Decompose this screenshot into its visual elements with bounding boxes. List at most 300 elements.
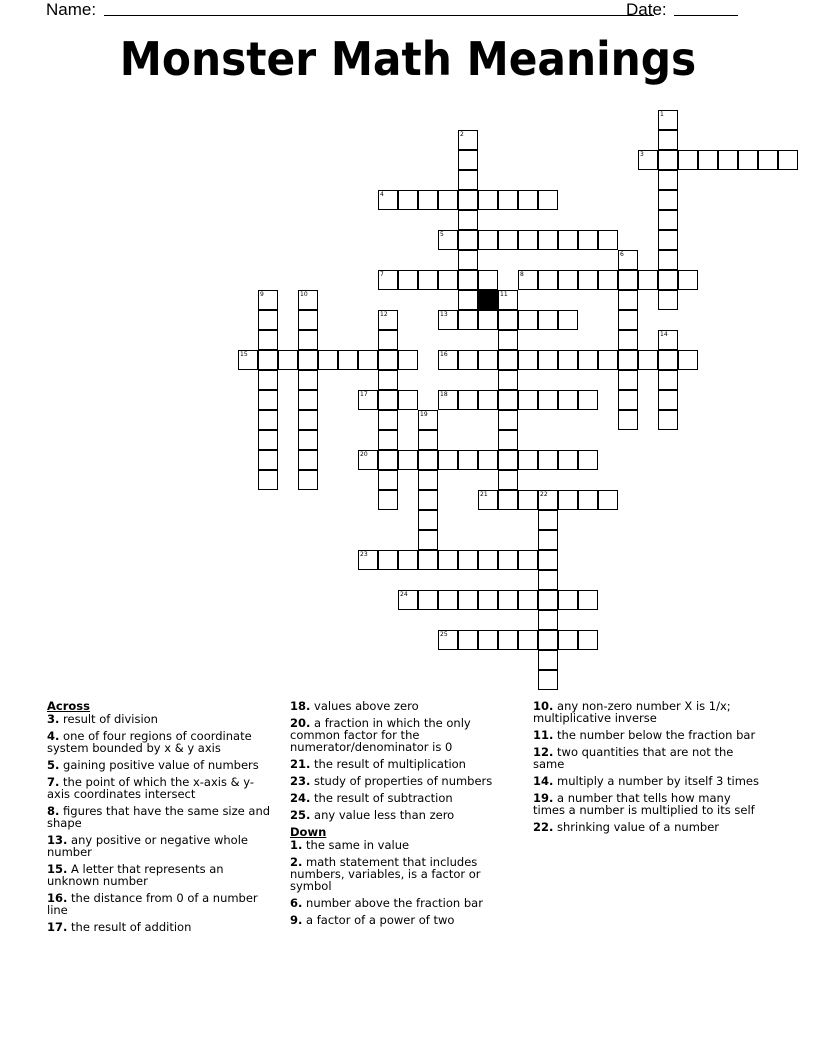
crossword-cell[interactable] <box>598 490 618 510</box>
clue-item-text: a number that tells how many times a number is multiplied to its self <box>533 791 755 817</box>
crossword-cell[interactable] <box>378 270 398 290</box>
crossword-cell[interactable] <box>478 390 498 410</box>
crossword-cell[interactable] <box>458 590 478 610</box>
crossword-cell[interactable] <box>498 230 518 250</box>
clue-item-number: 1. <box>290 838 303 852</box>
clue-item-number: 11. <box>533 728 554 742</box>
crossword-cell[interactable] <box>378 330 398 350</box>
clue-item <box>290 792 510 804</box>
crossword-cell[interactable] <box>438 590 458 610</box>
clue-item-text: study of properties of numbers <box>310 774 493 788</box>
crossword-cell[interactable] <box>658 230 678 250</box>
clue-item-text: any positive or negative whole number <box>47 833 248 859</box>
crossword-cell[interactable] <box>618 310 638 330</box>
clue-item <box>290 700 510 712</box>
crossword-cell[interactable] <box>518 450 538 470</box>
crossword-cell[interactable] <box>518 490 538 510</box>
crossword-cell[interactable] <box>638 350 658 370</box>
clue-item <box>533 746 765 770</box>
crossword-cell[interactable] <box>478 550 498 570</box>
crossword-cell[interactable] <box>538 570 558 590</box>
clue-item-text: figures that have the same size and shape <box>47 804 271 830</box>
crossword-cell[interactable] <box>478 450 498 470</box>
clue-item <box>47 730 272 754</box>
clue-item <box>47 834 272 858</box>
crossword-cell[interactable] <box>258 410 278 430</box>
clue-number: 1 <box>660 111 664 118</box>
crossword-cell[interactable] <box>558 350 578 370</box>
crossword-cell[interactable] <box>378 430 398 450</box>
crossword-cell[interactable] <box>258 430 278 450</box>
crossword-cell[interactable] <box>498 310 518 330</box>
clue-item-number: 24. <box>290 791 311 805</box>
clue-item-number: 15. <box>47 862 68 876</box>
crossword-cell[interactable] <box>258 470 278 490</box>
crossword-cell[interactable] <box>418 470 438 490</box>
clue-number: 18 <box>440 391 448 398</box>
crossword-cell[interactable] <box>398 190 418 210</box>
clues-column-2 <box>290 700 510 931</box>
crossword-cell[interactable] <box>498 370 518 390</box>
crossword-cell[interactable] <box>398 550 418 570</box>
crossword-cell[interactable] <box>418 410 438 430</box>
clue-item-number: 3. <box>47 712 60 726</box>
clue-item-number: 13. <box>47 833 68 847</box>
crossword-cell[interactable] <box>478 630 498 650</box>
crossword-cell[interactable] <box>558 630 578 650</box>
clue-number: 24 <box>400 591 408 598</box>
crossword-cell[interactable] <box>378 450 398 470</box>
crossword-cell[interactable] <box>578 390 598 410</box>
crossword-cell[interactable] <box>318 350 338 370</box>
crossword-cell[interactable] <box>298 290 318 310</box>
clue-item-number: 25. <box>290 808 311 822</box>
clue-number: 6 <box>620 251 624 258</box>
crossword-cell[interactable] <box>258 390 278 410</box>
clue-number: 10 <box>300 291 308 298</box>
clue-item-number: 6. <box>290 896 303 910</box>
crossword-cell[interactable] <box>718 150 738 170</box>
crossword-cell[interactable] <box>478 590 498 610</box>
clue-item-text: math statement that includes numbers, variables, is a factor or symbol <box>290 855 481 893</box>
crossword-cell[interactable] <box>558 270 578 290</box>
crossword-cell[interactable] <box>298 430 318 450</box>
crossword-cell[interactable] <box>658 370 678 390</box>
crossword-cell[interactable] <box>558 590 578 610</box>
crossword-cell[interactable] <box>518 590 538 610</box>
clue-item-number: 17. <box>47 920 68 934</box>
clue-number: 22 <box>540 491 548 498</box>
clue-item-number: 19. <box>533 791 554 805</box>
crossword-cell[interactable] <box>458 210 478 230</box>
crossword-cell[interactable] <box>538 490 558 510</box>
crossword-cell[interactable] <box>618 350 638 370</box>
crossword-cell[interactable] <box>658 270 678 290</box>
name-label: Name: <box>46 0 97 19</box>
clue-item <box>47 892 272 916</box>
clue-number: 13 <box>440 311 448 318</box>
crossword-cell[interactable] <box>418 450 438 470</box>
crossword-cell[interactable] <box>518 190 538 210</box>
crossword-cell[interactable] <box>418 590 438 610</box>
crossword-cell[interactable] <box>458 310 478 330</box>
crossword-cell[interactable] <box>658 190 678 210</box>
crossword-cell[interactable] <box>658 150 678 170</box>
crossword-cell[interactable] <box>438 190 458 210</box>
crossword-cell[interactable] <box>578 630 598 650</box>
crossword-cell[interactable] <box>378 490 398 510</box>
crossword-cell[interactable] <box>578 270 598 290</box>
crossword-cell[interactable] <box>598 230 618 250</box>
crossword-cell[interactable] <box>518 310 538 330</box>
down-clue-list-continued <box>533 700 765 833</box>
crossword-cell[interactable] <box>418 530 438 550</box>
crossword-cell[interactable] <box>258 370 278 390</box>
clue-item <box>533 729 765 741</box>
crossword-cell[interactable] <box>538 450 558 470</box>
crossword-cell[interactable] <box>518 390 538 410</box>
clue-item-number: 10. <box>533 699 554 713</box>
clue-item <box>290 856 510 892</box>
crossword-cell[interactable] <box>678 270 698 290</box>
crossword-cell[interactable] <box>358 450 378 470</box>
clue-item-number: 21. <box>290 757 311 771</box>
clue-item <box>290 897 510 909</box>
clue-number: 14 <box>660 331 668 338</box>
clue-number: 9 <box>260 291 264 298</box>
clue-item-text: shrinking value of a number <box>553 820 720 834</box>
crossword-cell[interactable] <box>478 310 498 330</box>
clue-item <box>47 921 272 933</box>
clue-item-number: 14. <box>533 774 554 788</box>
crossword-cell[interactable] <box>398 450 418 470</box>
crossword-cell[interactable] <box>238 350 258 370</box>
clue-item <box>533 821 765 833</box>
crossword-cell[interactable] <box>538 230 558 250</box>
clue-item-number: 23. <box>290 774 311 788</box>
crossword-cell[interactable] <box>538 650 558 670</box>
crossword-cell[interactable] <box>478 350 498 370</box>
crossword-cell[interactable] <box>398 590 418 610</box>
crossword-cell[interactable] <box>418 430 438 450</box>
crossword-cell[interactable] <box>378 190 398 210</box>
crossword-cell[interactable] <box>598 350 618 370</box>
crossword-cell[interactable] <box>458 170 478 190</box>
clue-item-text: gaining positive value of numbers <box>59 758 259 772</box>
down-heading: Down <box>290 825 327 839</box>
across-clue-list-continued <box>290 700 510 821</box>
clue-item <box>533 775 765 787</box>
clue-item-number: 18. <box>290 699 311 713</box>
crossword-cell[interactable] <box>378 410 398 430</box>
clue-item-text: a fraction in which the only common factor for the numerator/denominator is 0 <box>290 716 471 754</box>
crossword-cell[interactable] <box>498 630 518 650</box>
crossword-cell[interactable] <box>438 350 458 370</box>
crossword-cell[interactable] <box>558 390 578 410</box>
crossword-cell[interactable] <box>578 490 598 510</box>
crossword-cell[interactable] <box>418 510 438 530</box>
clue-item-text: the point of which the x-axis & y-axis coordinates intersect <box>47 775 254 801</box>
crossword-cell[interactable] <box>398 350 418 370</box>
crossword-cell[interactable] <box>458 150 478 170</box>
crossword-cell[interactable] <box>538 190 558 210</box>
crossword-cell[interactable] <box>678 150 698 170</box>
clue-item <box>47 863 272 887</box>
crossword-cell[interactable] <box>578 350 598 370</box>
crossword-cell[interactable] <box>658 330 678 350</box>
crossword-cell[interactable] <box>458 190 478 210</box>
date-label: Date: <box>626 0 667 19</box>
clue-item-number: 2. <box>290 855 303 869</box>
crossword-cell[interactable] <box>498 290 518 310</box>
clue-number: 20 <box>360 451 368 458</box>
crossword-cell[interactable] <box>738 150 758 170</box>
page-title: Monster Math Meanings <box>119 32 697 86</box>
crossword-cell[interactable] <box>378 470 398 490</box>
clue-item-text: two quantities that are not the same <box>533 745 734 771</box>
crossword-cell[interactable] <box>538 550 558 570</box>
crossword-cell[interactable] <box>498 450 518 470</box>
crossword-cell[interactable] <box>458 270 478 290</box>
clue-number: 4 <box>380 191 384 198</box>
crossword-cell[interactable] <box>518 350 538 370</box>
crossword-cell[interactable] <box>418 190 438 210</box>
crossword-cell[interactable] <box>298 350 318 370</box>
crossword-cell[interactable] <box>378 370 398 390</box>
crossword-cell[interactable] <box>358 350 378 370</box>
crossword-cell[interactable] <box>298 470 318 490</box>
crossword-cell[interactable] <box>658 110 678 130</box>
crossword-cell[interactable] <box>378 310 398 330</box>
crossword-cell[interactable] <box>398 390 418 410</box>
crossword-cell[interactable] <box>618 270 638 290</box>
crossword-cell[interactable] <box>418 550 438 570</box>
crossword-cell[interactable] <box>378 390 398 410</box>
crossword-cell[interactable] <box>278 350 298 370</box>
crossword-cell[interactable] <box>658 250 678 270</box>
clue-item-text: any non-zero number X is 1/x; multiplicative inverse <box>533 699 731 725</box>
crossword-cell[interactable] <box>438 310 458 330</box>
crossword-cell[interactable] <box>578 450 598 470</box>
crossword-cell[interactable] <box>538 510 558 530</box>
crossword-cell[interactable] <box>538 670 558 690</box>
crossword-cell[interactable] <box>538 630 558 650</box>
clue-item-number: 22. <box>533 820 554 834</box>
clue-number: 5 <box>440 231 444 238</box>
crossword-cell[interactable] <box>378 550 398 570</box>
crossword-cell[interactable] <box>538 350 558 370</box>
crossword-cell[interactable] <box>618 330 638 350</box>
crossword-cell[interactable] <box>558 450 578 470</box>
crossword-cell[interactable] <box>458 130 478 150</box>
clue-number: 17 <box>360 391 368 398</box>
crossword-cell[interactable] <box>418 270 438 290</box>
crossword-cell[interactable] <box>638 270 658 290</box>
clue-item-text: any value less than zero <box>310 808 455 822</box>
clue-item-number: 7. <box>47 775 60 789</box>
clue-number: 8 <box>520 271 524 278</box>
crossword-cell[interactable] <box>438 550 458 570</box>
clue-item <box>47 776 272 800</box>
crossword-cell[interactable] <box>658 170 678 190</box>
crossword-cell[interactable] <box>558 230 578 250</box>
crossword-cell[interactable] <box>658 410 678 430</box>
clue-item <box>290 758 510 770</box>
clue-number: 12 <box>380 311 388 318</box>
crossword-cell[interactable] <box>658 390 678 410</box>
clue-item-number: 4. <box>47 729 60 743</box>
clue-item-text: number above the fraction bar <box>302 896 483 910</box>
crossword-cell[interactable] <box>438 230 458 250</box>
crossword-cell[interactable] <box>498 430 518 450</box>
across-clue-list <box>47 713 272 933</box>
crossword-cell[interactable] <box>258 310 278 330</box>
crossword-cell[interactable] <box>518 630 538 650</box>
crossword-cell[interactable] <box>458 230 478 250</box>
crossword-cell[interactable] <box>678 350 698 370</box>
crossword-cell[interactable] <box>498 410 518 430</box>
crossword-cell[interactable] <box>538 390 558 410</box>
crossword-cell[interactable] <box>458 250 478 270</box>
crossword-cell[interactable] <box>598 270 618 290</box>
clue-item-text: result of division <box>59 712 158 726</box>
clue-item-text: one of four regions of coordinate system bounded by x & y axis <box>47 729 252 755</box>
crossword-cell[interactable] <box>558 490 578 510</box>
clue-item-text: the same in value <box>302 838 410 852</box>
crossword-cell[interactable] <box>498 590 518 610</box>
crossword-cell[interactable] <box>298 390 318 410</box>
crossword-cell[interactable] <box>538 270 558 290</box>
clue-number: 25 <box>440 631 448 638</box>
crossword-cell[interactable] <box>498 470 518 490</box>
crossword-cell[interactable] <box>438 450 458 470</box>
crossword-cell[interactable] <box>578 590 598 610</box>
clue-item <box>290 839 510 851</box>
clue-item <box>290 717 510 753</box>
crossword-cell[interactable] <box>498 550 518 570</box>
crossword-black-cell <box>478 290 498 310</box>
crossword-cell[interactable] <box>538 310 558 330</box>
crossword-cell[interactable] <box>258 290 278 310</box>
clue-item <box>533 700 765 724</box>
clue-item-text: the result of multiplication <box>310 757 466 771</box>
clue-number: 15 <box>240 351 248 358</box>
crossword-cell[interactable] <box>538 590 558 610</box>
clue-number: 19 <box>420 411 428 418</box>
crossword-cell[interactable] <box>758 150 778 170</box>
crossword-cell[interactable] <box>618 390 638 410</box>
crossword-cell[interactable] <box>258 330 278 350</box>
crossword-cell[interactable] <box>618 410 638 430</box>
crossword-cell[interactable] <box>458 630 478 650</box>
clue-number: 2 <box>460 131 464 138</box>
clue-item-text: A letter that represents an unknown number <box>47 862 224 888</box>
crossword-cell[interactable] <box>538 610 558 630</box>
clue-item-text: the number below the fraction bar <box>553 728 756 742</box>
crossword-cell[interactable] <box>398 270 418 290</box>
crossword-cell[interactable] <box>618 250 638 270</box>
clue-item-number: 8. <box>47 804 60 818</box>
down-clue-list <box>290 839 510 926</box>
crossword-cell[interactable] <box>478 230 498 250</box>
crossword-cell[interactable] <box>498 390 518 410</box>
crossword-cell[interactable] <box>358 390 378 410</box>
crossword-cell[interactable] <box>618 290 638 310</box>
clue-number: 11 <box>500 291 508 298</box>
crossword-cell[interactable] <box>258 350 278 370</box>
clue-item-number: 12. <box>533 745 554 759</box>
crossword-cell[interactable] <box>458 350 478 370</box>
crossword-cell[interactable] <box>518 550 538 570</box>
crossword-cell[interactable] <box>458 550 478 570</box>
crossword-cell[interactable] <box>298 370 318 390</box>
crossword-cell[interactable] <box>498 490 518 510</box>
crossword-cell[interactable] <box>438 630 458 650</box>
crossword-cell[interactable] <box>258 450 278 470</box>
clue-item-number: 9. <box>290 913 303 927</box>
clue-item-number: 16. <box>47 891 68 905</box>
crossword-cell[interactable] <box>658 210 678 230</box>
across-heading: Across <box>47 699 90 713</box>
crossword-cell[interactable] <box>298 450 318 470</box>
clue-item-text: the result of subtraction <box>310 791 453 805</box>
clue-item <box>290 914 510 926</box>
clue-number: 21 <box>480 491 488 498</box>
crossword-cell[interactable] <box>478 490 498 510</box>
clue-item <box>533 792 765 816</box>
crossword-cell[interactable] <box>438 270 458 290</box>
crossword-cell[interactable] <box>498 350 518 370</box>
crossword-cell[interactable] <box>778 150 798 170</box>
crossword-cell[interactable] <box>358 550 378 570</box>
crossword-cell[interactable] <box>518 270 538 290</box>
crossword-cell[interactable] <box>658 350 678 370</box>
crossword-cell[interactable] <box>518 230 538 250</box>
crossword-cell[interactable] <box>498 330 518 350</box>
clue-item-text: multiply a number by itself 3 times <box>553 774 759 788</box>
clues-column-3 <box>533 700 765 838</box>
crossword-cell[interactable] <box>578 230 598 250</box>
crossword-cell[interactable] <box>458 290 478 310</box>
crossword-cell[interactable] <box>658 290 678 310</box>
clue-item-text: the distance from 0 of a number line <box>47 891 258 917</box>
crossword-cell[interactable] <box>458 450 478 470</box>
crossword-cell[interactable] <box>298 410 318 430</box>
crossword-cell[interactable] <box>698 150 718 170</box>
crossword-cell[interactable] <box>538 530 558 550</box>
crossword-cell[interactable] <box>338 350 358 370</box>
crossword-cell[interactable] <box>418 490 438 510</box>
clue-number: 7 <box>380 271 384 278</box>
crossword-cell[interactable] <box>558 310 578 330</box>
crossword-cell[interactable] <box>478 270 498 290</box>
crossword-cell[interactable] <box>618 370 638 390</box>
clues-column-1 <box>47 700 272 938</box>
crossword-cell[interactable] <box>638 150 658 170</box>
clue-item-text: the result of addition <box>67 920 192 934</box>
crossword-cell[interactable] <box>458 390 478 410</box>
crossword-cell[interactable] <box>298 330 318 350</box>
crossword-cell[interactable] <box>498 190 518 210</box>
crossword-cell[interactable] <box>658 130 678 150</box>
crossword-cell[interactable] <box>378 350 398 370</box>
crossword-cell[interactable] <box>478 190 498 210</box>
crossword-cell[interactable] <box>438 390 458 410</box>
clue-item <box>290 775 510 787</box>
clue-item-text: a factor of a power of two <box>302 913 455 927</box>
clue-item-number: 20. <box>290 716 311 730</box>
crossword-cell[interactable] <box>298 310 318 330</box>
